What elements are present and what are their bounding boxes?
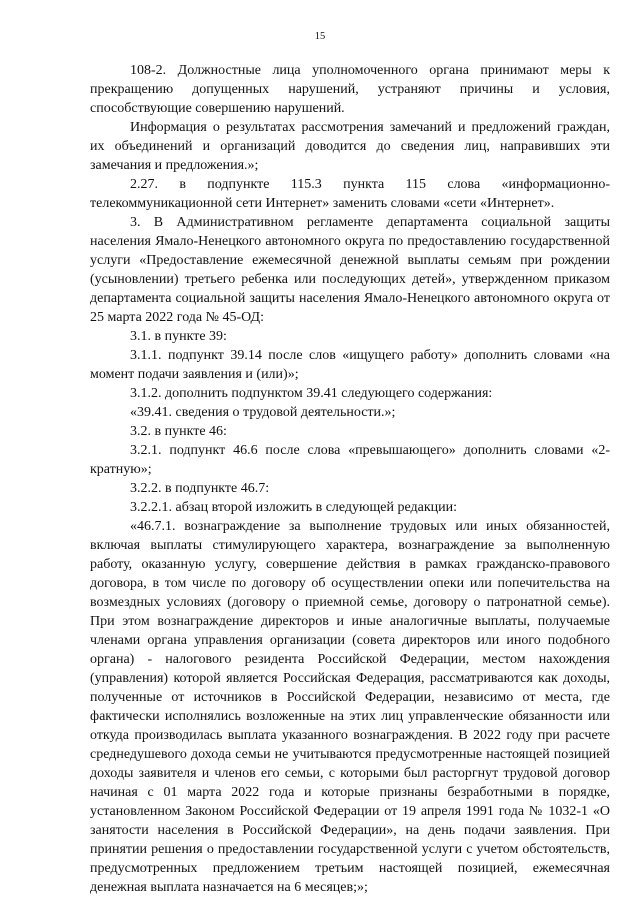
- paragraph: 3.2. в пункте 46:: [130, 424, 227, 439]
- paragraph: «46.7.1. вознаграждение за выполнение трудовых или иных обязанностей, включая выплаты стимулирующего характера, вознаграждение за выполненную работу, оказанную услугу, совершение действия в рамках гражданско-правового договора, в том числе по договору об осуществлении опеки или попечительства на возмездных условиях (договору о приемной семье, договору о патронатной семье). При этом вознаграждение директоров и иные аналогичные выплаты, получаемые членами органа управления организации (совета директоров или иного подобного органа) - налогового резидента Российской Федерации, местом нахождения (управления) которой является Российская Федерация, рассматриваются как доходы, полученные от источников в Российской Федерации, независимо от места, где фактически исполнялись возложенные на этих лиц управленческие обязанности или откуда производилась выплата указанного вознаграждения. В 2022 году при расчете среднедушевого дохода семьи не учитываются предусмотренные настоящей позицией доходы заявителя и членов его семьи, с которыми был расторгнут трудовой договор начиная с 01 марта 2022 года и которые признаны безработными в порядке, установленном Законом Российской Федерации от 19 апреля 1991 года № 1032-1 «О занятости населения в Российской Федерации», на день подачи заявления. При принятии решения о предоставлении государственной услуги с учетом обстоятельств, предусмотренных предложением третьим настоящей позицией, ежемесячная денежная выплата назначается на 6 месяцев;»;: [90, 519, 610, 895]
- paragraph: 2.27. в подпункте 115.3 пункта 115 слова «информационно-телекоммуникационной сети Интернет» заменить словами «сети «Интернет».: [90, 177, 610, 211]
- paragraph: 3. В Административном регламенте департамента социальной защиты населения Ямало-Ненецкого автономного округа по предоставлению государственной услуги «Предоставление ежемесячной денежной выплаты семьям при рождении (усыновлении) третьего ребенка или последующих детей», утвержденном приказом департамента социальной защиты населения Ямало-Ненецкого автономного округа от 25 марта 2022 года № 45-ОД:: [90, 215, 610, 325]
- paragraph: 3.2.2. в подпункте 46.7:: [130, 481, 270, 496]
- document-body: [90, 61, 610, 897]
- paragraph: 3.1.2. дополнить подпунктом 39.41 следующего содержания:: [130, 386, 493, 401]
- paragraph: 108-2. Должностные лица уполномоченного органа принимают меры к прекращению допущенных нарушений, устраняют причины и условия, способствующие совершению нарушений.: [90, 63, 610, 116]
- paragraph: 3.2.1. подпункт 46.6 после слова «превышающего» дополнить словами «2-кратную»;: [90, 443, 610, 477]
- paragraph: 3.1.1. подпункт 39.14 после слов «ищущего работу» дополнить словами «на момент подачи заявления и (или)»;: [90, 348, 610, 382]
- paragraph: 3.1. в пункте 39:: [130, 329, 227, 344]
- paragraph: Информация о результатах рассмотрения замечаний и предложений граждан, их объединений и организаций доводится до сведения лиц, направивших эти замечания и предложения.»;: [90, 120, 610, 173]
- paragraph: «39.41. сведения о трудовой деятельности.»;: [130, 405, 396, 420]
- page-number: 15: [314, 31, 326, 42]
- paragraph: 3.2.2.1. абзац второй изложить в следующей редакции:: [130, 500, 458, 515]
